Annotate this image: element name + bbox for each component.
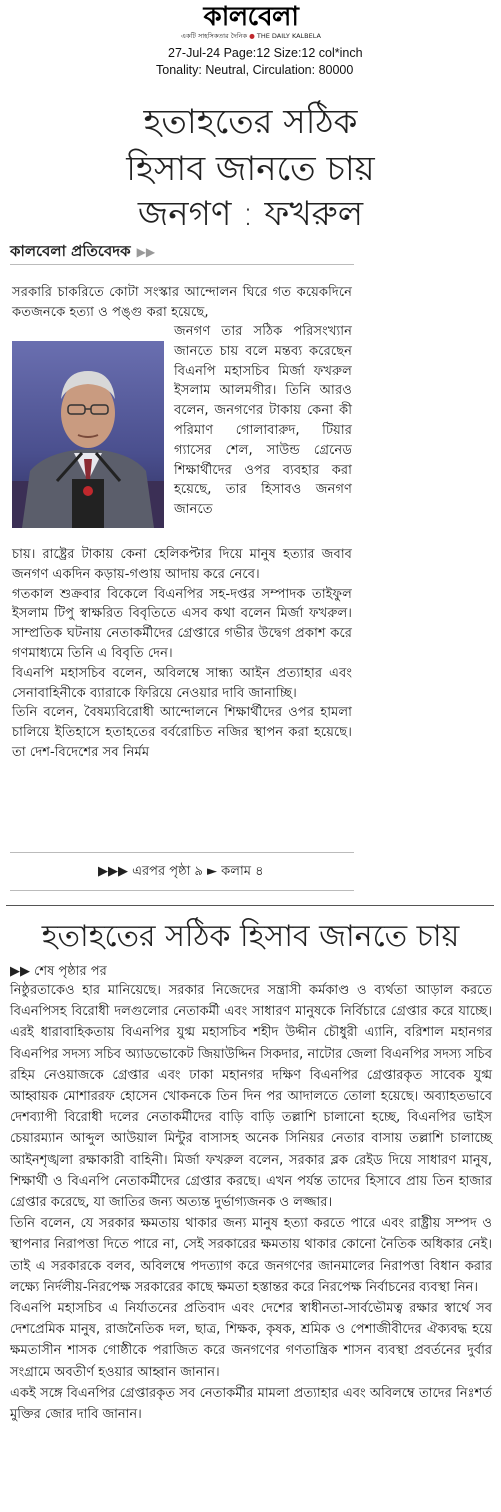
divider — [6, 905, 494, 906]
clipping-meta-line1: 27-Jul-24 Page:12 Size:12 col*inch — [168, 46, 363, 60]
tagline-dot-icon: ● — [249, 32, 255, 40]
headline-line-3: জনগণ : ফখরুল — [137, 194, 364, 234]
article1-para-top: সরকারি চাকরিতে কোটা সংস্কার আন্দোলন ঘিরে গত কয়েকদিনে কতজনকে হত্যা ও পঙ্গু করা হয়েছে, — [12, 285, 352, 320]
speaker-portrait-image — [12, 341, 164, 528]
clipping-meta-line2: Tonality: Neutral, Circulation: 80000 — [156, 63, 354, 77]
continuation-headline: হতাহতের সঠিক হিসাব জানতে চায় — [41, 919, 460, 954]
masthead-tagline — [178, 31, 324, 42]
article1-para-continued — [12, 545, 352, 763]
triple-arrow-icon: ▶▶▶ — [98, 864, 128, 879]
tagline-left: একটি সাহসিকতার দৈনিক — [181, 32, 248, 40]
article1-para-right: জনগণ তার সঠিক পরিসংখ্যান জানতে চায় বলে মন্তব্য করেছেন বিএনপি মহাসচিব মির্জা ফখরুল ইসলাম আলমগীর। তিনি আরও বলেন, জনগণের টাকায় কেনা কী পরিমাণ গোলাবারুদ, টিয়ার গ্যাসের শেল, সাউন্ড গ্রেনেড শিক্ষার্থীদের ওপর ব্যবহার করা হয়েছে, তার হিসাবও জনগণ জানতে — [174, 324, 352, 518]
divider — [10, 264, 354, 265]
article-photo — [12, 341, 164, 528]
newspaper-logo: কালবেলা — [203, 2, 299, 32]
double-arrow-icon: ▶▶ — [10, 964, 30, 979]
jump-line — [98, 862, 264, 883]
divider — [10, 890, 354, 891]
divider — [10, 852, 354, 853]
article2-para-1: নিষ্ঠুরতাকেও হার মানিয়েছে। সরকার নিজেদের সন্ত্রাসী কর্মকাণ্ড ও ব্যর্থতা আড়াল করতে বিএনপিসহ বিরোধী দলগুলোর নেতাকর্মী এবং সাধারণ মানুষকে নির্বিচারে গ্রেপ্তার করে যাচ্ছে। এরই ধারাবাহিকতায় বিএনপির যুগ্ম মহাসচিব শহীদ উদ্দীন চৌধুরী এ্যানি, বরিশাল মহানগর বিএনপির সদস্য সচিব অ্যাডভোকেট জিয়াউদ্দিন সিকদার, নাটোর জেলা বিএনপির সদস্য সচিব রহিম নেওয়াজকে গ্রেপ্তার এবং ঢাকা মহানগর দক্ষিণ বিএনপির গ্রেপ্তারকৃত সাবেক যুগ্ম আহ্বায়ক মোশাররফ হোসেন খোকনকে তিন দিন পর আদালতে তোলা হয়েছে। অব্যাহতভাবে দেশব্যাপী বিরোধী দলের নেতাকর্মীদের বাড়ি বাড়ি তল্লাশি চালানো হচ্ছে, বিএনপির ভাইস চেয়ারম্যান আব্দুল আউয়াল মিন্টুর বাসাসহ অনেক সিনিয়র নেতার বাসায় তল্লাশি চালাচ্ছে আইনশৃঙ্খলা রক্ষাকারী বাহিনী। মির্জা ফখরুল বলেন, সরকার ব্লক রেইড দিয়ে সাধারণ মানুষ, শিক্ষার্থী ও বিএনপি নেতাকর্মীদের গ্রেপ্তার করছে। এখন পর্যন্ত তাদের হিসাবে প্রায় তিন হাজার গ্রেপ্তার করেছে, যা জাতির জন্য অত্যন্ত দুর্ভাগ্যজনক ও লজ্জার। — [10, 983, 492, 1211]
article2-para-3: বিএনপি মহাসচিব এ নির্যাতনের প্রতিবাদ এবং দেশের স্বাধীনতা-সার্বভৌমত্ব রক্ষার স্বার্থে সব দেশপ্রেমিক মানুষ, রাজনৈতিক দল, ছাত্র, শিক্ষক, কৃষক, শ্রমিক ও পেশাজীবীদের ঐক্যবদ্ধ হয়ে ক্ষমতাসীন শাসক গোষ্ঠীকে পরাজিত করে জনগণের গণতান্ত্রিক শাসন ব্যবস্থা প্রবর্তনের দুর্বার সংগ্রামে অবতীর্ণ হওয়ার আহ্বান জানান। — [10, 1301, 492, 1380]
article2-body — [10, 980, 492, 1425]
continuation-label-text: শেষ পৃষ্ঠার পর — [34, 964, 107, 979]
tagline-right: THE DAILY KALBELA — [256, 32, 321, 40]
double-arrow-icon: ▶▶ — [136, 245, 156, 259]
headline-line-1: হতাহতের সঠিক — [143, 102, 358, 142]
article1-para-cont-3: বিএনপি মহাসচিব বলেন, অবিলম্বে সান্ধ্য আইন প্রত্যাহার এবং সেনাবাহিনীকে ব্যারাকে ফিরিয়ে নেওয়ার দাবি জানাচ্ছি। — [12, 665, 352, 701]
article1-para-cont-4: তিনি বলেন, বৈষম্যবিরোধী আন্দোলনে শিক্ষার্থীদের ওপর হামলা চালিয়ে ইতিহাসে হতাহতের বর্বরোচিত নজির স্থাপন করা হয়েছে। তা দেশ-বিদেশের সব নির্মম — [12, 705, 352, 760]
article1-para-cont-1: চায়। রাষ্ট্রের টাকায় কেনা হেলিকপ্টার দিয়ে মানুষ হত্যার জবাব জনগণ একদিন কড়ায়-গণ্ডায় আদায় করে নেবে। — [12, 547, 352, 582]
article1-para-cont-2: গতকাল শুক্রবার বিকেলে বিএনপির সহ-দপ্তর সম্পাদক তাইফুল ইসলাম টিপু স্বাক্ষরিত বিবৃতিতে এসব কথা বলেন মির্জা ফখরুল। সাম্প্রতিক ঘটনায় নেতাকর্মীদের গ্রেপ্তারে গভীর উদ্বেগ প্রকাশ করে গণমাধ্যমে তিনি এ বিবৃতি দেন। — [12, 586, 352, 661]
byline-text: কালবেলা প্রতিবেদক — [10, 242, 131, 260]
masthead — [0, 0, 501, 82]
byline — [10, 240, 155, 265]
headline-line-2: হিসাব জানতে চায় — [126, 149, 375, 189]
article2-para-4: একই সঙ্গে বিএনপির গ্রেপ্তারকৃত সব নেতাকর্মীর মামলা প্রত্যাহার এবং অবিলম্বে তাদের নিঃশর্ত মুক্তির জোর দাবি জানান। — [10, 1385, 492, 1423]
jump-text: এরপর পৃষ্ঠা ৯ ► কলাম ৪ — [132, 864, 264, 879]
article2-para-2: তিনি বলেন, যে সরকার ক্ষমতায় থাকার জন্য মানুষ হত্যা করতে পারে এবং রাষ্ট্রীয় সম্পদ ও স্থাপনার নিরাপত্তা দিতে পারে না, সেই সরকারের ক্ষমতায় থাকার কোনো নৈতিক অধিকার নেই। তাই এ সরকারকে বলব, অবিলম্বে পদত্যাগ করে জনগণের জানমালের নিরাপত্তা বিধান করার লক্ষ্যে নির্দলীয়-নিরপেক্ষ সরকারের কাছে ক্ষমতা হস্তান্তর করে নিরপেক্ষ নির্বাচনের ব্যবস্থা নিন। — [10, 1216, 492, 1295]
